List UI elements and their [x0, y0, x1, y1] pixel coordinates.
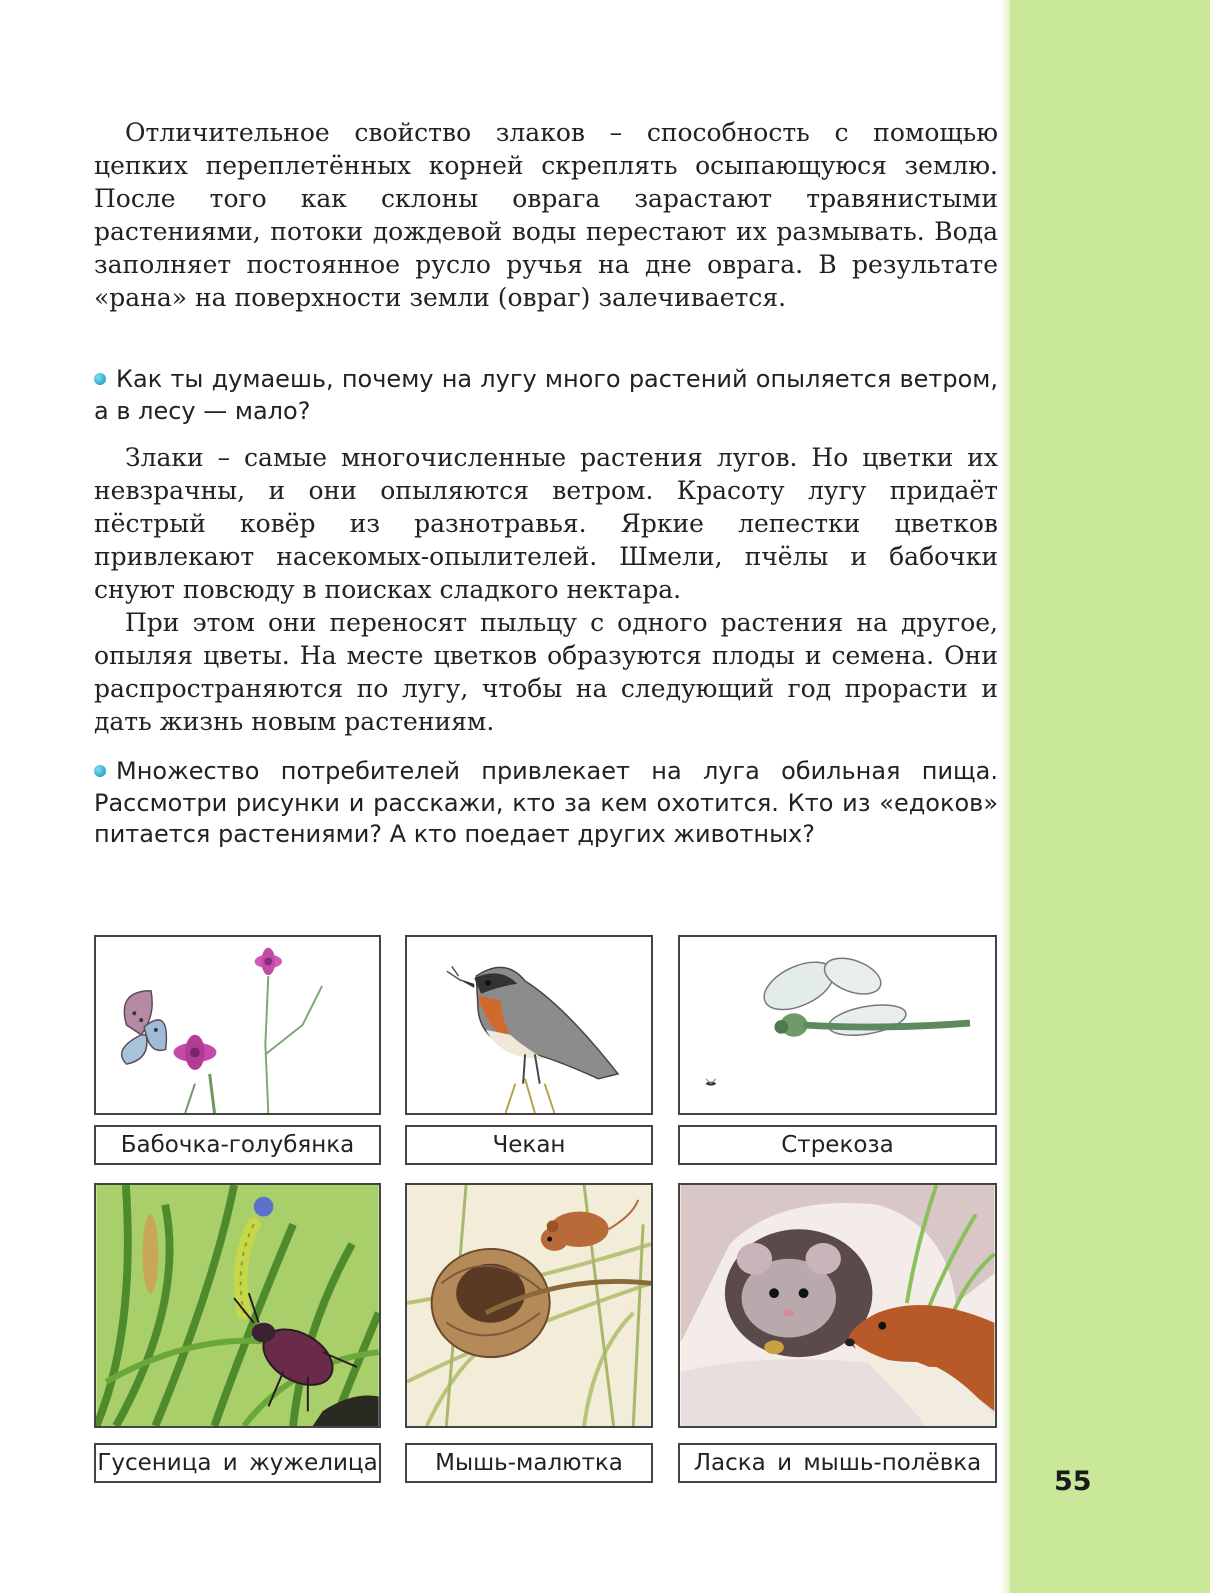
weasel-picture: [678, 1183, 997, 1428]
weasel-vole-illustration: [680, 1185, 995, 1426]
caterpillar-picture: [94, 1183, 381, 1428]
harvest-mouse-illustration: [407, 1185, 651, 1426]
nest-icon: [432, 1249, 550, 1357]
caterpillar-beetle-illustration: [96, 1185, 379, 1426]
caption-caterpillar: Гусеница и жужелица: [94, 1443, 381, 1483]
butterfly-icon: [122, 991, 167, 1064]
dragonfly-illustration: [680, 937, 995, 1113]
dragonfly-picture: [678, 935, 997, 1115]
paragraph-grasses: Злаки – самые многочисленные растения лугов. Но цветки их невзрачны, и они опыляются ветром. Красоту лугу придаёт пёстрый ковёр из разнотравья. Яркие лепестки цветков привлекают насекомых-опылителей. Шмели, пчёлы и бабочки снуют повсюду в поисках сладкого нектара.: [94, 443, 998, 604]
pink-flower-bottom-icon: [173, 1035, 216, 1070]
butterfly-illustration: [96, 937, 379, 1113]
paragraph-ravine: Отличительное свойство злаков – способность с помощью цепких переплетённых корней скреплять осыпающуюся землю. После того как склоны оврага зарастают травянистыми растениями, потоки дождевой воды перестают их размывать. Вода заполняет постоянное русло ручья на дне оврага. В результате «рана» на поверхности земли (овраг) залечивается.: [94, 118, 998, 312]
chekan-bird-illustration: [407, 937, 651, 1113]
bullet-icon: [94, 373, 106, 385]
caption-mouse: Мышь-малютка: [405, 1443, 653, 1483]
caption-butterfly: Бабочка-голубянка: [94, 1125, 381, 1165]
pink-flower-top-icon: [255, 948, 282, 975]
caption-dragonfly: Стрекоза: [678, 1125, 997, 1165]
caption-chekan: Чекан: [405, 1125, 653, 1165]
question-consumers: [94, 756, 998, 851]
question-wind-pollination: [94, 364, 998, 427]
blue-flower-icon: [254, 1197, 274, 1217]
dragonfly-icon: [757, 951, 970, 1040]
chekan-picture: [405, 935, 653, 1115]
question-text: Как ты думаешь, почему на лугу много растений опыляется ветром, а в лесу — мало?: [94, 365, 998, 425]
page-number: 55: [1054, 1466, 1092, 1497]
caption-weasel: Ласка и мышь-полёвка: [678, 1443, 997, 1483]
bullet-icon: [94, 765, 106, 777]
page-sidebar: [1010, 0, 1210, 1593]
bird-icon: [457, 967, 618, 1083]
paragraph-pollination: При этом они переносят пыльцу с одного растения на другое, опыляя цветы. На месте цветков образуются плоды и семена. Они распространяются по лугу, чтобы на следующий год прорасти и дать жизнь новым растениям.: [94, 608, 998, 736]
butterfly-picture: [94, 935, 381, 1115]
mouse-picture: [405, 1183, 653, 1428]
small-fly-icon: [706, 1079, 716, 1086]
question-text: Множество потребителей привлекает на луга обильная пища. Рассмотри рисунки и расскажи, кто за кем охотится. Кто из «едоков» питается растениями? А кто поедает других животных?: [94, 757, 998, 848]
